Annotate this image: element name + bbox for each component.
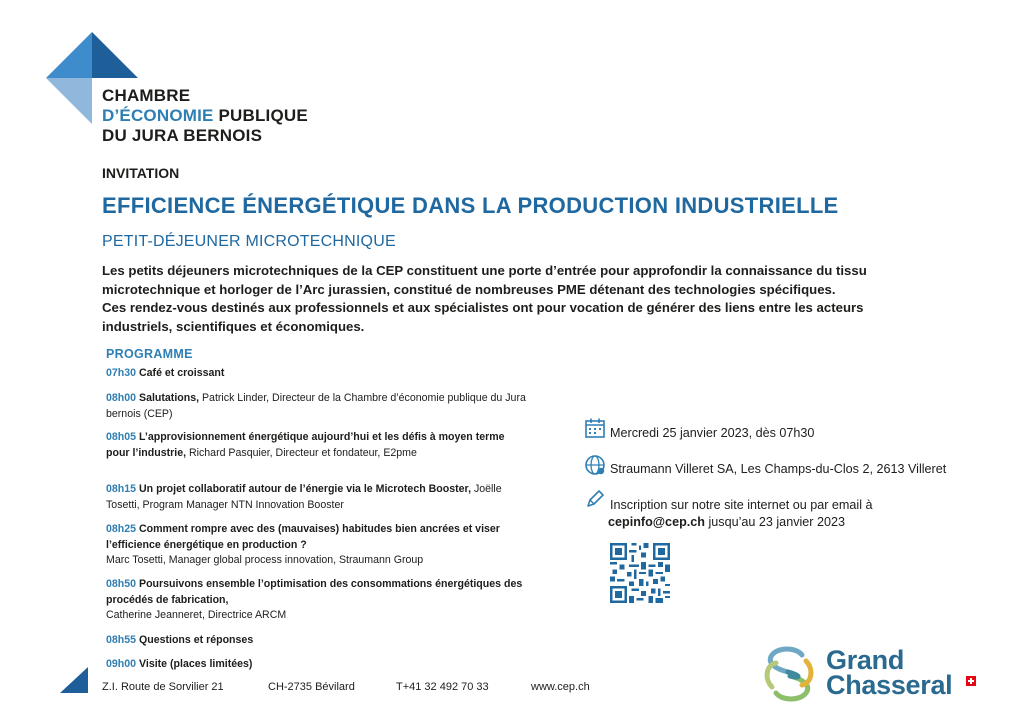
programme-item (106, 577, 531, 624)
programme-head: Visite (places limitées) (139, 658, 253, 670)
programme-detail: Richard Pasquier, Directeur et fondateur, E2pme (186, 446, 417, 459)
programme-detail: Catherine Jeanneret, Directrice ARCM (106, 609, 287, 621)
programme-time: 08h15 (106, 483, 137, 495)
registration-line1: Inscription sur notre site internet ou par email à (610, 498, 873, 512)
pen-icon (584, 488, 606, 510)
programme-item (106, 633, 531, 649)
programme-time: 08h55 (106, 634, 137, 646)
programme-time: 07h30 (106, 367, 137, 379)
registration-info (610, 497, 873, 531)
registration-line2 (608, 514, 873, 531)
page-title: EFFICIENCE ÉNERGÉTIQUE DANS LA PRODUCTION INDUSTRIELLE (102, 193, 839, 218)
programme-item (106, 366, 531, 382)
partner-line2: Chasseral (826, 670, 953, 700)
calendar-icon (584, 417, 606, 439)
programme-head: Comment rompre avec des (mauvaises) habitudes bien ancrées et viser l’efficience énergétique en production ? (106, 523, 500, 551)
partner-line1: Grand (826, 645, 905, 675)
programme-detail: Marc Tosetti, Manager global process innovation, Straumann Group (106, 554, 424, 566)
programme-head: Salutations, (139, 392, 200, 404)
registration-email-link[interactable]: cepinfo@cep.ch (608, 515, 705, 529)
programme-item (106, 391, 531, 422)
footer-address: Z.I. Route de Sorvilier 21 (102, 681, 224, 693)
programme-title: PROGRAMME (106, 347, 193, 361)
event-location: Straumann Villeret SA, Les Champs-du-Clos 2, 2613 Villeret (610, 462, 947, 476)
organization-line2-accent: D’ÉCONOMIE (102, 106, 214, 125)
programme-item (106, 522, 531, 569)
organization-name (102, 86, 308, 146)
intro-text (102, 262, 902, 336)
programme-head: L’approvisionnement énergétique aujourd’hui et les défis à moyen terme pour l’industrie, (106, 431, 505, 459)
programme-head: Poursuivons ensemble l’optimisation des consommations énergétiques des procédés de fabrication, (106, 578, 523, 606)
programme-item (106, 482, 531, 513)
organization-line2 (102, 106, 308, 126)
programme-head: Un projet collaboratif autour de l’énergie via le Microtech Booster, (139, 483, 472, 495)
programme-time: 09h00 (106, 658, 137, 670)
programme-time: 08h25 (106, 523, 137, 535)
registration-deadline: jusqu’au 23 janvier 2023 (704, 515, 846, 529)
partner-logo-text (826, 645, 953, 700)
programme-detail: Joëlle Tosetti, Program Manager NTN Innovation Booster (106, 483, 502, 511)
programme-detail: Patrick Linder, Directeur de la Chambre d’économie publique du Jura bernois (CEP) (106, 392, 526, 420)
page-subtitle: PETIT-DÉJEUNER MICROTECHNIQUE (102, 233, 396, 250)
programme-item (106, 657, 531, 673)
programme-head: Café et croissant (139, 367, 225, 379)
footer-city: CH-2735 Bévilard (268, 681, 355, 693)
programme-time: 08h50 (106, 578, 137, 590)
programme-time: 08h00 (106, 392, 137, 404)
organization-line1: CHAMBRE (102, 86, 191, 105)
programme-time: 08h05 (106, 431, 137, 443)
footer-website-link[interactable]: www.cep.ch (531, 681, 590, 693)
footer-phone: T+41 32 492 70 33 (396, 681, 489, 693)
swiss-flag-icon (966, 676, 976, 686)
programme-head: Questions et réponses (139, 634, 254, 646)
footer-triangle-icon (60, 667, 88, 693)
organization-line2-rest: PUBLIQUE (213, 106, 308, 125)
intro-paragraph-2: Ces rendez-vous destinés aux professionnels et aux spécialistes ont pour vocation de générer des liens entre les acteurs industriels, scientifiques et économiques. (102, 300, 864, 334)
programme-item (106, 430, 531, 461)
qr-code (610, 542, 670, 604)
eyebrow-label: INVITATION (102, 165, 180, 181)
grand-chasseral-logo-icon (756, 641, 822, 707)
globe-icon (584, 454, 606, 476)
event-date: Mercredi 25 janvier 2023, dès 07h30 (610, 426, 815, 440)
intro-paragraph-1: Les petits déjeuners microtechniques de la CEP constituent une porte d’entrée pour approfondir la connaissance du tissu microtechnique et horloger de l’Arc jurassien, constitué de nombreuses PME détenant des technologies spécifiques. (102, 263, 867, 297)
organization-line3: DU JURA BERNOIS (102, 126, 263, 145)
